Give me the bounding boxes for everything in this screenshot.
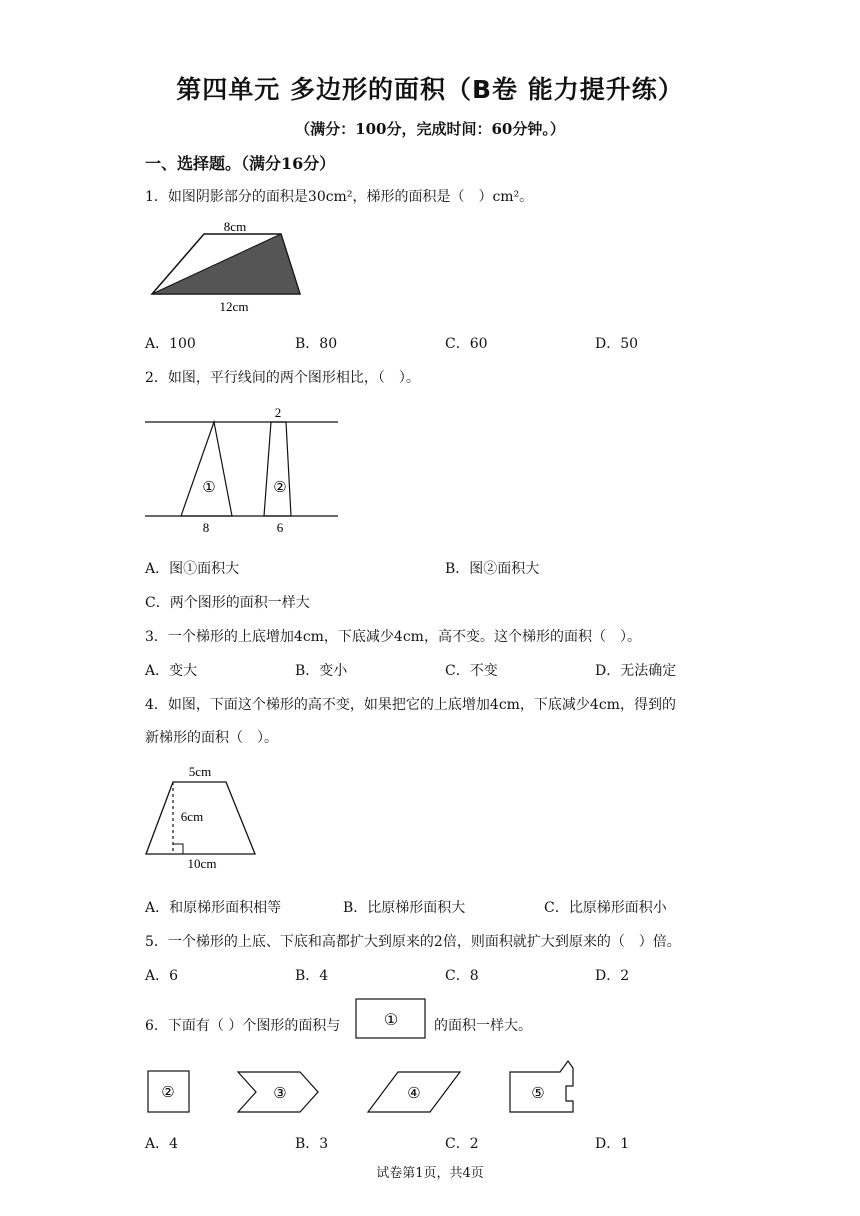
label-bottom-10cm: 10cm (187, 856, 217, 871)
q6-option-a[interactable]: A．4 (145, 1136, 179, 1152)
label-shape-4: ④ (407, 1086, 421, 1102)
question-6-shapes (140, 1055, 580, 1117)
q3-option-a[interactable]: A．变大 (145, 663, 198, 679)
page-title: 第四单元 多边形的面积（B卷 能力提升练） (176, 75, 684, 104)
section-heading: 一、选择题。（满分16分） (145, 154, 336, 173)
question-4-figure (140, 760, 265, 875)
question-1-text: 1．如图阴影部分的面积是30cm²，梯形的面积是（ ）cm²。 (145, 189, 534, 205)
q6-option-d[interactable]: D．1 (595, 1136, 630, 1152)
question-2-figure (140, 402, 345, 538)
reference-rectangle (355, 998, 427, 1040)
q3-option-b[interactable]: B．变小 (295, 663, 348, 679)
q6-option-c[interactable]: C．2 (445, 1136, 479, 1152)
label-figure-1: ① (202, 480, 216, 496)
question-3-text: 3．一个梯形的上底增加4cm，下底减少4cm，高不变。这个梯形的面积（ ）。 (145, 629, 641, 645)
page-subtitle: （满分：100分，完成时间：60分钟。） (295, 120, 565, 138)
label-shape-5: ⑤ (531, 1086, 545, 1102)
q1-option-a[interactable]: A．100 (145, 336, 196, 352)
q3-option-c[interactable]: C．不变 (445, 663, 498, 679)
label-top-5cm: 5cm (188, 764, 212, 779)
label-height-6cm: 6cm (180, 809, 204, 824)
q6-option-b[interactable]: B．3 (295, 1136, 329, 1152)
shaded-triangle (152, 234, 300, 294)
q2-option-b[interactable]: B．图②面积大 (445, 561, 540, 577)
figure-2-trapezoid (264, 422, 291, 516)
q5-option-c[interactable]: C．8 (445, 968, 479, 984)
q3-option-d[interactable]: D．无法确定 (595, 663, 677, 679)
question-4-text-line2: 新梯形的面积（ ）。 (145, 730, 278, 746)
question-6-text-after: 的面积一样大。 (434, 1018, 532, 1034)
question-5-text: 5．一个梯形的上底、下底和高都扩大到原来的2倍，则面积就扩大到原来的（ ）倍。 (145, 934, 681, 950)
question-2-text: 2．如图，平行线间的两个图形相比，（ ）。 (145, 370, 420, 386)
label-top-2: 2 (274, 405, 282, 420)
label-shape-3: ③ (273, 1086, 287, 1102)
question-1-figure (140, 212, 320, 318)
q5-option-b[interactable]: B．4 (295, 968, 329, 984)
label-bottom-6: 6 (276, 520, 284, 535)
label-bottom-8: 8 (202, 520, 210, 535)
question-4-text-line1: 4．如图，下面这个梯形的高不变，如果把它的上底增加4cm，下底减少4cm，得到的 (145, 697, 676, 713)
q1-option-d[interactable]: D．50 (595, 336, 639, 352)
page-footer: 试卷第1页，共4页 (376, 1166, 484, 1181)
question-6-text-before: 6．下面有（ ）个图形的面积与 (145, 1018, 341, 1034)
label-shape-2: ② (161, 1085, 175, 1101)
q4-option-b[interactable]: B．比原梯形面积大 (343, 900, 466, 916)
q2-option-c[interactable]: C．两个图形的面积一样大 (145, 595, 310, 611)
q2-option-a[interactable]: A．图①面积大 (145, 561, 240, 577)
q5-option-a[interactable]: A．6 (145, 968, 179, 984)
q5-option-d[interactable]: D．2 (595, 968, 630, 984)
q1-option-c[interactable]: C．60 (445, 336, 488, 352)
q4-option-c[interactable]: C．比原梯形面积小 (544, 900, 667, 916)
label-top-base: 8cm (223, 219, 247, 234)
figure-1-triangle (181, 422, 232, 516)
label-bottom-base: 12cm (219, 299, 249, 314)
q1-option-b[interactable]: B．80 (295, 336, 338, 352)
label-ref-1: ① (383, 1012, 399, 1029)
label-figure-2: ② (273, 480, 287, 496)
right-angle-mark (173, 844, 183, 854)
q4-option-a[interactable]: A．和原梯形面积相等 (145, 900, 282, 916)
